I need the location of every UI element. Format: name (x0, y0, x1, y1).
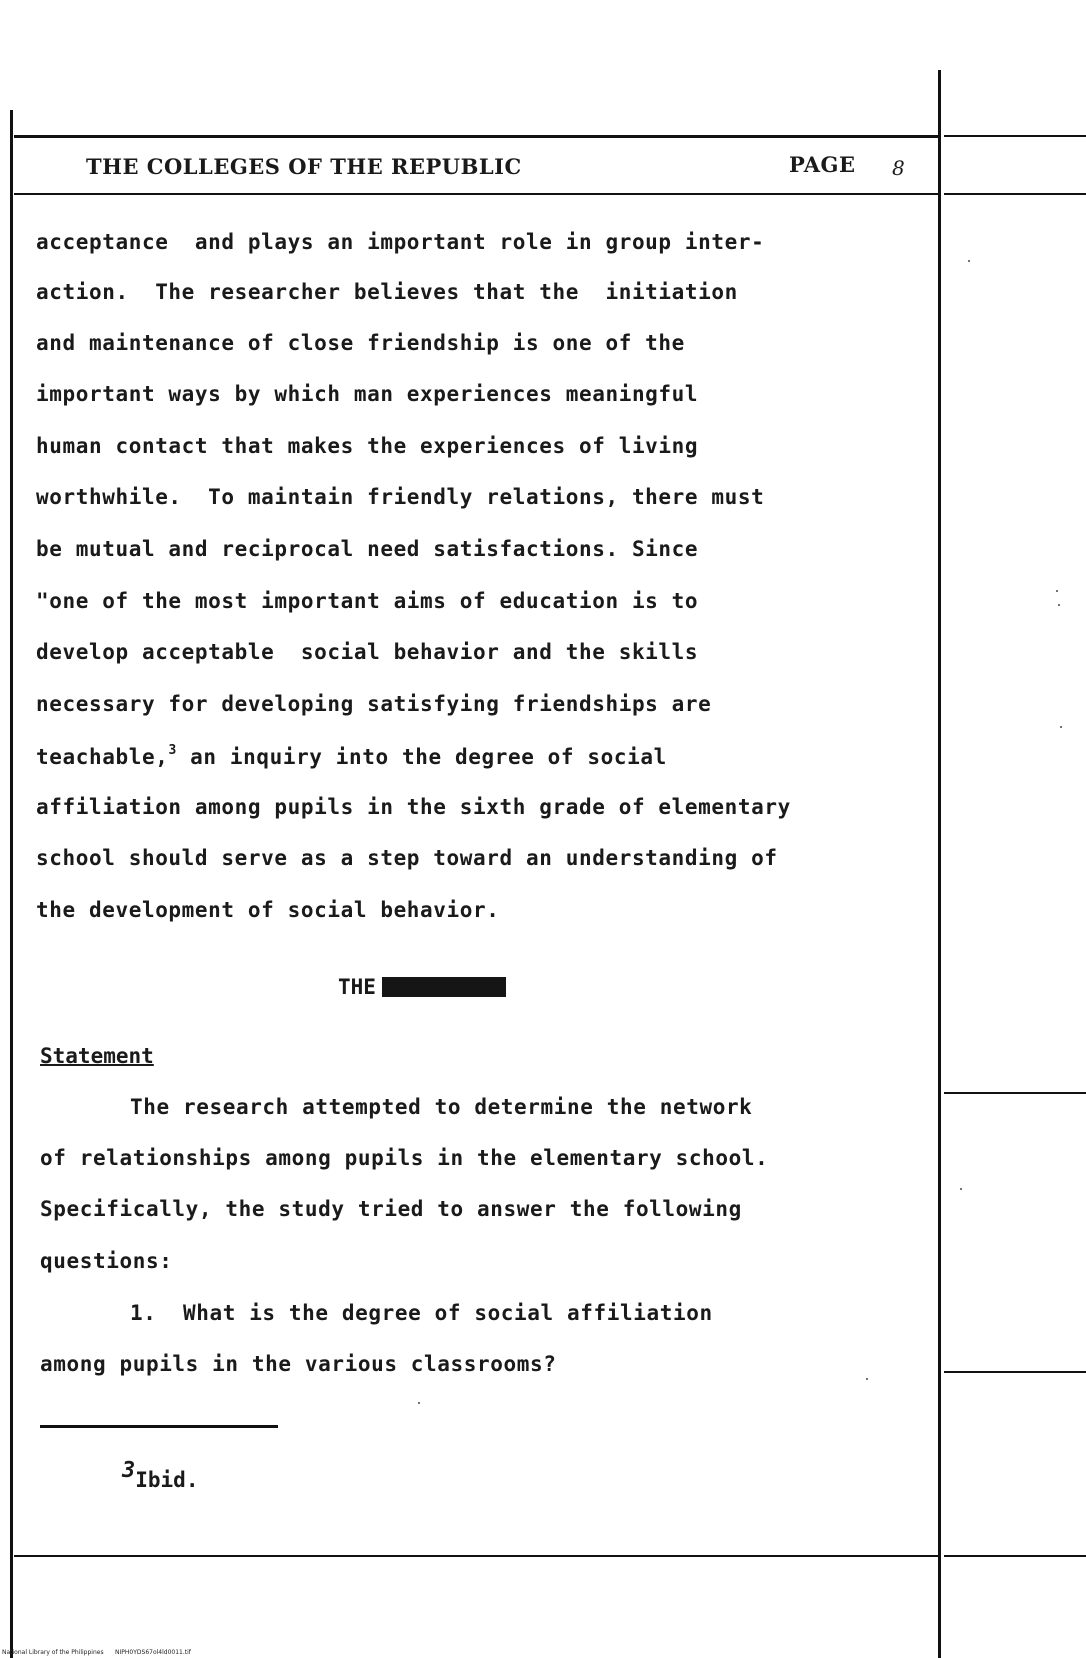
body-line: develop acceptable social behavior and the skills (36, 640, 699, 664)
scan-speck (1056, 590, 1058, 592)
left-margin-rule (10, 110, 13, 1658)
footer-rule (14, 1555, 938, 1557)
side-rule-4 (944, 1371, 1086, 1373)
scan-caption (2, 1649, 191, 1656)
header-top-rule (14, 135, 938, 138)
body-line (36, 743, 667, 769)
side-rule-5 (944, 1555, 1086, 1557)
body-line: affiliation among pupils in the sixth grade of elementary (36, 795, 791, 819)
scan-speck (866, 1378, 868, 1380)
body-line: worthwhile. To maintain friendly relations, there must (36, 485, 765, 509)
footnote-rule (40, 1425, 278, 1428)
scan-speck (418, 1402, 420, 1404)
footnote-text: Ibid. (135, 1468, 199, 1492)
right-margin-rule (938, 70, 941, 1658)
body-line: "one of the most important aims of education is to (36, 589, 699, 613)
statement-line: Specifically, the study tried to answer the following (40, 1197, 742, 1221)
body-line: the development of social behavior. (36, 898, 500, 922)
body-line: school should serve as a step toward an understanding of (36, 846, 778, 870)
question-line: among pupils in the various classrooms? (40, 1352, 557, 1376)
body-line: human contact that makes the experiences of living (36, 434, 699, 458)
body-line: action. The researcher believes that the initiation (36, 280, 738, 304)
scan-speck (960, 1188, 962, 1190)
body-line: acceptance and plays an important role in group inter- (36, 230, 765, 254)
footnote (122, 1458, 198, 1492)
college-name: THE COLLEGES OF THE REPUBLIC (86, 154, 522, 179)
side-rule-2 (944, 193, 1086, 195)
side-rule-1 (944, 135, 1086, 137)
redaction-block (382, 977, 506, 997)
body-line-text: teachable, (36, 745, 169, 769)
section-heading (338, 975, 506, 999)
question-line: 1. What is the degree of social affiliation (130, 1301, 713, 1325)
statement-line: of relationships among pupils in the elementary school. (40, 1146, 769, 1170)
page-number: 8 (892, 156, 906, 180)
scan-speck (1060, 726, 1062, 728)
statement-line: The research attempted to determine the network (130, 1095, 753, 1119)
footnote-marker: 3 (122, 1458, 136, 1483)
section-heading-text: THE (338, 975, 376, 999)
scan-speck (1058, 604, 1060, 606)
footnote-reference: 3 (168, 743, 177, 758)
side-rule-3 (944, 1092, 1086, 1094)
page-label: PAGE (789, 152, 856, 177)
header-bottom-rule (14, 193, 938, 195)
scan-speck (968, 260, 970, 262)
file-name: NIPH0YDS67ol4ld0011.tif (115, 1649, 191, 1656)
library-name: National Library of the Philippines (2, 1649, 104, 1656)
body-line: important ways by which man experiences meaningful (36, 382, 699, 406)
statement-line: questions: (40, 1249, 173, 1273)
body-line-text: an inquiry into the degree of social (176, 745, 667, 769)
body-line: be mutual and reciprocal need satisfactions. Since (36, 537, 699, 561)
body-line: and maintenance of close friendship is one of the (36, 331, 685, 355)
body-line: necessary for developing satisfying friendships are (36, 692, 712, 716)
page-header (86, 150, 926, 184)
subheading-statement: Statement (40, 1044, 154, 1068)
